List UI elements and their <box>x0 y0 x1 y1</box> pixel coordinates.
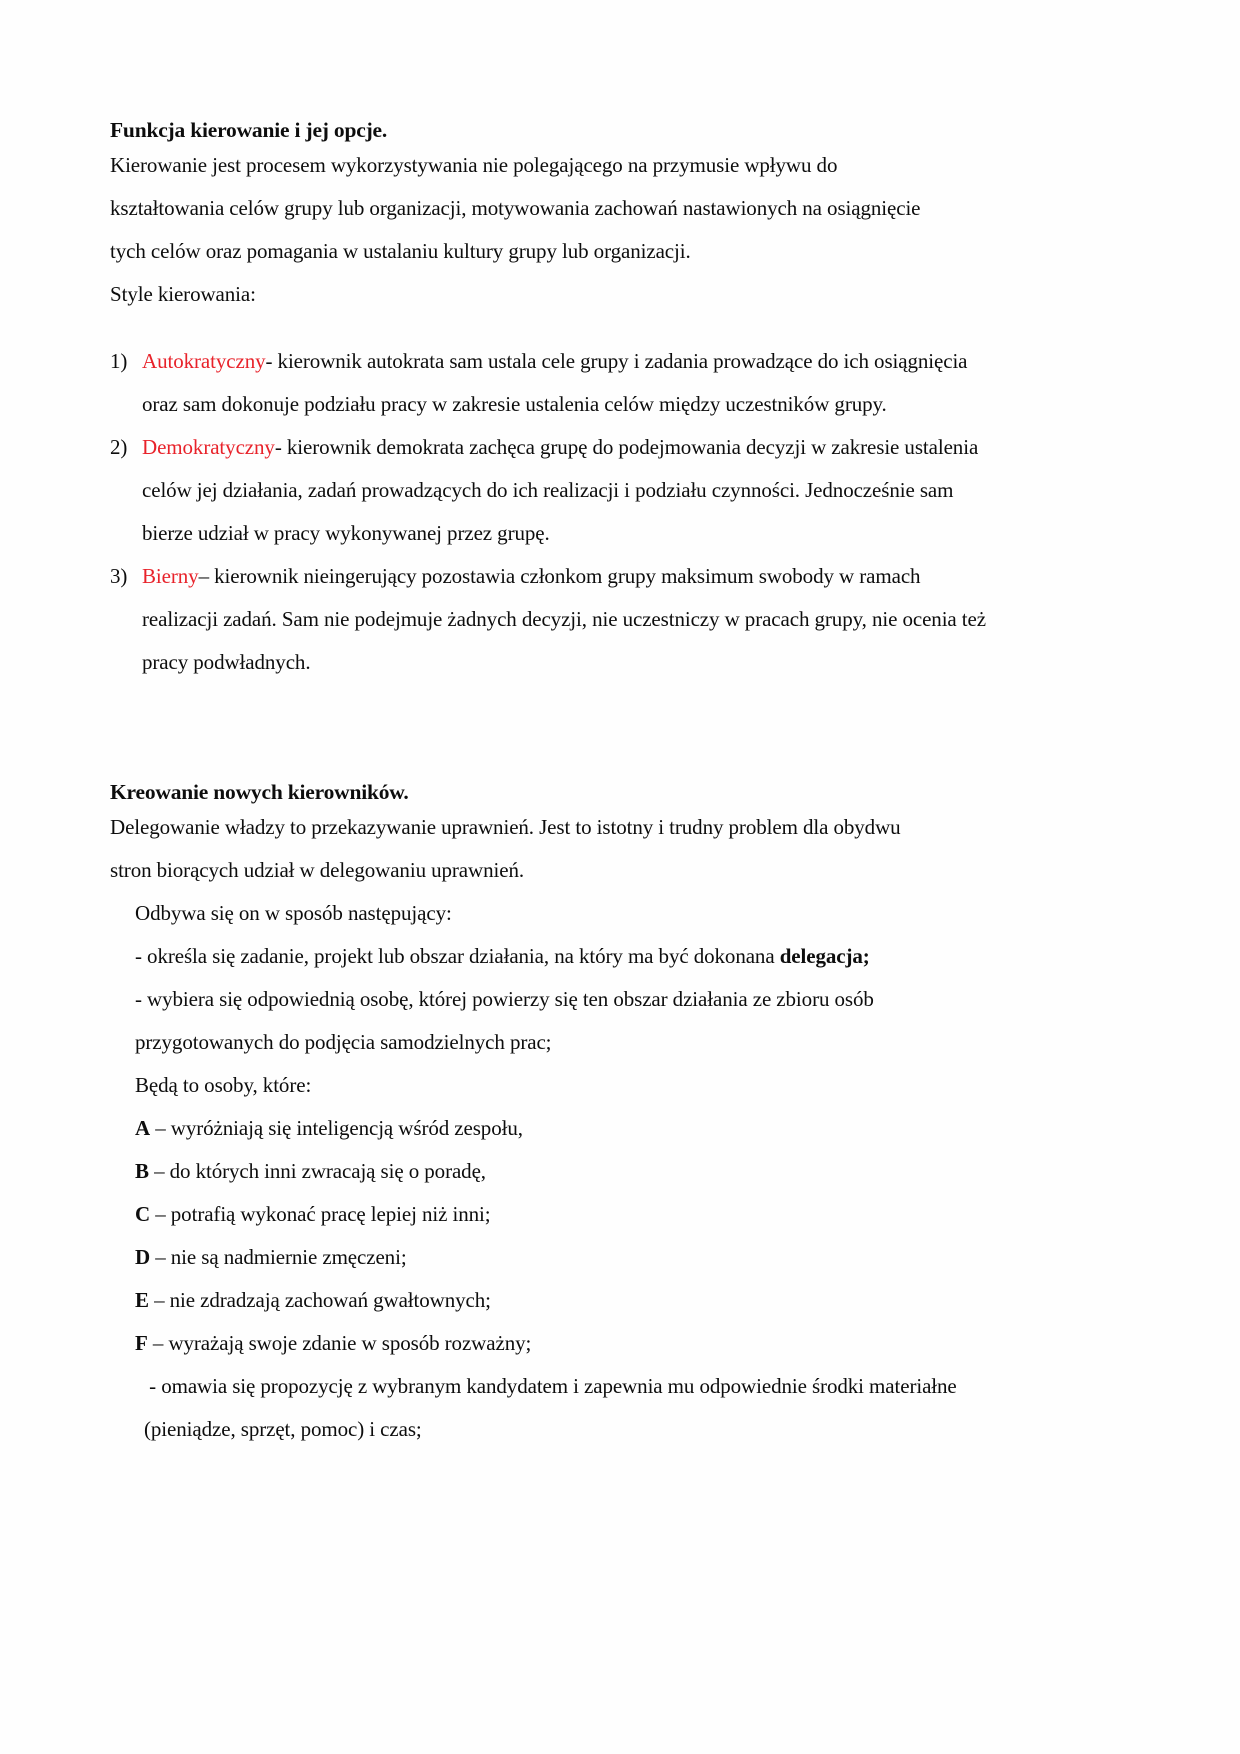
criterion-text: – do których inni zwracają się o poradę, <box>154 1158 486 1183</box>
list-item <box>110 340 990 426</box>
keyword-highlight: Demokratyczny <box>142 434 275 459</box>
page-title: Funkcja kierowanie i jej opcje. <box>110 118 388 142</box>
list-marker: 2) <box>110 434 128 459</box>
criterion-letter: D <box>135 1244 151 1269</box>
person-criterion <box>135 1107 990 1150</box>
list-marker: 3) <box>110 563 128 588</box>
person-criterion <box>135 1236 990 1279</box>
keyword-highlight: Bierny <box>142 563 199 588</box>
person-criterion <box>135 1322 990 1365</box>
procedure-line: - wybiera się odpowiednią osobę, której powierzy się ten obszar działania ze zbioru osób przygotowanych do podjęcia samodzielnych prac; <box>135 986 879 1054</box>
person-criterion <box>135 1193 990 1236</box>
criterion-text: – potrafią wykonać pracę lepiej niż inni; <box>155 1201 491 1226</box>
keyword-highlight: Autokratyczny <box>142 348 266 373</box>
styles-label: Style kierowania: <box>110 281 256 306</box>
person-criterion <box>135 1150 990 1193</box>
section-heading-kreowanie: Kreowanie nowych kierowników. <box>110 779 409 804</box>
persons-intro: Będą to osoby, które: <box>135 1072 312 1097</box>
criterion-letter: A <box>135 1115 151 1140</box>
criterion-text: – wyróżniają się inteligencją wśród zespołu, <box>155 1115 523 1140</box>
criterion-letter: C <box>135 1201 151 1226</box>
list-item-text: - kierownik demokrata zachęca grupę do podejmowania decyzji w zakresie ustalenia celów jej działania, zadań prowadzących do ich realizacji i podziału czynności. Jednocześnie sam bierze udział w pracy wykonywanej przez grupę. <box>142 434 979 545</box>
criterion-text: – nie są nadmiernie zmęczeni; <box>155 1244 407 1269</box>
person-criterion <box>135 1279 990 1322</box>
procedure-intro: Odbywa się on w sposób następujący: <box>135 900 452 925</box>
list-item <box>110 426 990 555</box>
list-item <box>110 555 990 684</box>
procedure-lines <box>135 892 990 1451</box>
criterion-letter: B <box>135 1158 149 1183</box>
section-spacer <box>110 684 990 780</box>
criterion-letter: F <box>135 1330 148 1355</box>
procedure-line-text: - określa się zadanie, projekt lub obszar działania, na który ma być dokonana <box>135 943 780 968</box>
intro-paragraph: Kierowanie jest procesem wykorzystywania nie polegającego na przymusie wpływu do kształtowania celów grupy lub organizacji, motywowania zachowań nastawionych na osiągnięcie tych celów oraz pomagania w ustalaniu kultury grupy lub organizacji. <box>110 152 921 263</box>
criterion-letter: E <box>135 1287 149 1312</box>
styles-list <box>110 340 990 684</box>
list-marker: 1) <box>110 348 128 373</box>
criterion-text: – nie zdradzają zachowań gwałtownych; <box>154 1287 491 1312</box>
procedure-line-emphasis: delegacja; <box>779 943 870 968</box>
document-body <box>110 118 990 1451</box>
closing-line: - omawia się propozycję z wybranym kandydatem i zapewnia mu odpowiednie środki materiałne (pieniądze, sprzęt, pomoc) i czas; <box>144 1373 962 1441</box>
list-item-text: - kierownik autokrata sam ustala cele grupy i zadania prowadzące do ich osiągnięcia oraz sam dokonuje podziału pracy w zakresie ustalenia celów między uczestników grupy. <box>142 348 968 416</box>
delegation-paragraph: Delegowanie władzy to przekazywanie uprawnień. Jest to istotny i trudny problem dla obydwu stron biorących udział w delegowaniu uprawnień. <box>110 814 901 882</box>
criterion-text: – wyrażają swoje zdanie w sposób rozważny; <box>152 1330 532 1355</box>
kreowanie-section <box>110 780 990 1451</box>
list-item-text: – kierownik nieingerujący pozostawia członkom grupy maksimum swobody w ramach realizacji zadań. Sam nie podejmuje żadnych decyzji, nie uczestniczy w pracach grupy, nie ocenia też pracy podwładnych. <box>142 563 986 674</box>
procedure-line <box>135 935 990 978</box>
